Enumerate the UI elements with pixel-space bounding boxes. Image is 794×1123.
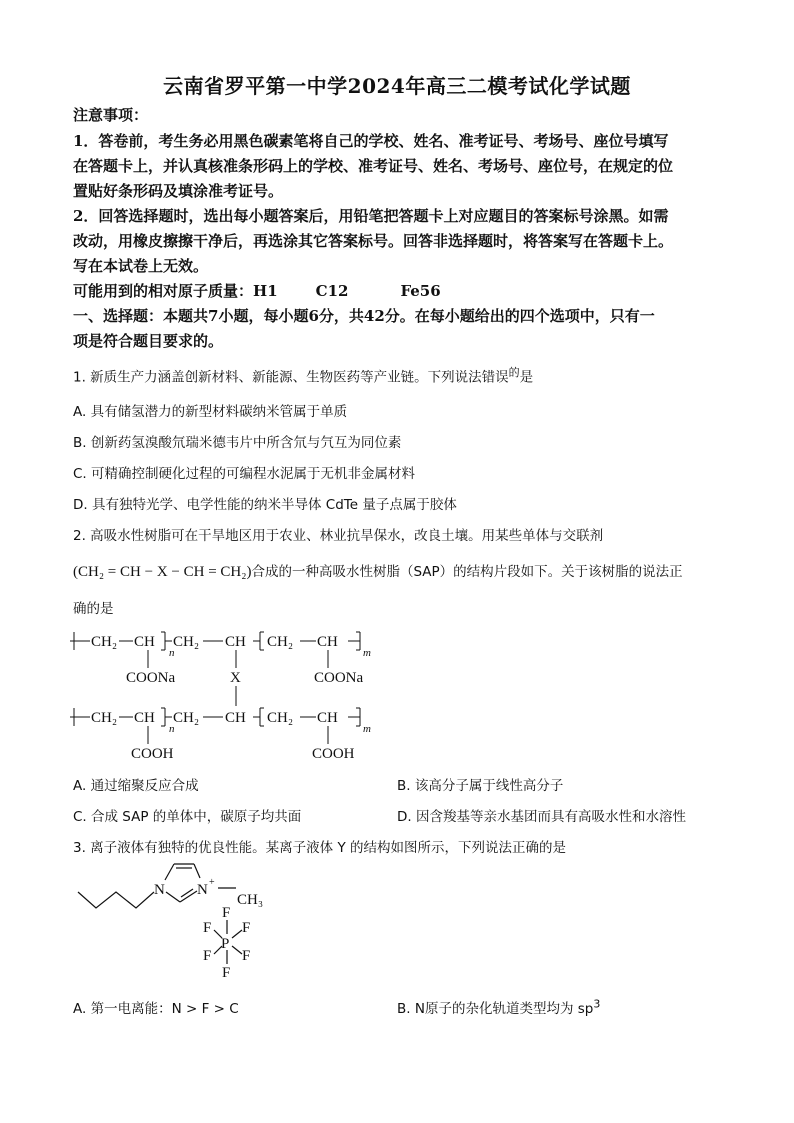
q1-option-d: D. 具有独特光学、电学性能的纳米半导体 CdTe 量子点属于胶体 (73, 497, 457, 513)
pf6-f-lower-right: F (242, 948, 251, 964)
q3-option-a: A. 第一电离能：N > F > C (73, 1001, 239, 1017)
sap-coona-1: COONa (126, 670, 176, 686)
sap-structure-diagram (60, 620, 390, 768)
atomic-mass-line (73, 280, 441, 301)
sap-n-2: n (169, 723, 175, 735)
q3-option-b-sup: 3 (593, 997, 601, 1011)
sap-ch-5: CH (225, 710, 246, 726)
sap-ch2-6: CH₂ (267, 710, 294, 726)
pf6-f-upper-left: F (203, 920, 212, 936)
pf6-f-lower-left: F (203, 948, 212, 964)
pf6-f-upper-right: F (242, 920, 251, 936)
atomic-mass-c: C12 (315, 282, 349, 300)
sap-m-2: m (363, 723, 371, 735)
sap-ch2-1: CH₂ (91, 634, 118, 650)
pf6-f-top: F (222, 905, 231, 921)
q2-stem-line2-text: 合成的一种高吸水性树脂（SAP）的结构片段如下。关于该树脂的说法正 (251, 564, 683, 580)
cation-charge: + (209, 877, 215, 888)
q2-stem-line3: 确的是 (73, 601, 114, 617)
sap-ch-1: CH (134, 634, 155, 650)
sap-ch2-5: CH₂ (173, 710, 200, 726)
ionic-liquid-structure (70, 858, 290, 980)
atomic-mass-label: 可能用到的相对原子质量： (73, 282, 254, 300)
q3-option-b (397, 997, 600, 1017)
sap-n-1: n (169, 647, 175, 659)
q1-stem-text: 1. 新质生产力涵盖创新材料、新能源、生物医药等产业链。下列说法错误 (73, 369, 509, 386)
sap-ch-6: CH (317, 710, 338, 726)
sap-x: X (230, 670, 241, 686)
q2-stem-line2 (73, 560, 683, 581)
q3-stem: 3. 离子液体有独特的优良性能。某离子液体 Y 的结构如图所示，下列说法正确的是 (73, 840, 566, 856)
sap-m-1: m (363, 647, 371, 659)
atomic-mass-h: H1 (253, 282, 278, 300)
q1-stem (73, 364, 533, 386)
section1-line2: 项是符合题目要求的。 (73, 332, 224, 350)
q2-option-c: C. 合成 SAP 的单体中，碳原子均共面 (73, 809, 302, 825)
methyl-group: CH₃ (237, 892, 264, 908)
notice-item1-line3: 置贴好条形码及填涂准考证号。 (73, 182, 284, 200)
q2-crosslinker-formula: (CH₂ = CH − X − CH = CH₂) (73, 564, 252, 580)
q1-stem-end: 是 (519, 369, 534, 386)
notice-item1-line2: 在答题卡上，并认真核准条形码上的学校、准考证号、姓名、考场号、座位号，在规定的位 (73, 157, 674, 175)
notice-heading: 注意事项： (73, 106, 149, 124)
sap-ch-3: CH (317, 634, 338, 650)
notice-item2-line3: 写在本试卷上无效。 (73, 257, 209, 275)
q1-option-b: B. 创新药氢溴酸氘瑞米德韦片中所含氘与氕互为同位素 (73, 435, 402, 451)
imidazole-n1: N (154, 882, 165, 898)
sap-ch-4: CH (134, 710, 155, 726)
notice-item2-line2: 改动，用橡皮擦擦干净后，再选涂其它答案标号。回答非选择题时，将答案写在答题卡上。 (73, 232, 674, 250)
pf6-f-bottom: F (222, 965, 231, 980)
q2-stem-line1: 2. 高吸水性树脂可在干旱地区用于农业、林业抗旱保水，改良土壤。用某些单体与交联剂 (73, 528, 604, 544)
sap-coona-2: COONa (314, 670, 364, 686)
pf6-p: P (221, 936, 230, 952)
sap-ch2-4: CH₂ (91, 710, 118, 726)
notice-item1-line1: 1．答卷前，考生务必用黑色碳素笔将自己的学校、姓名、准考证号、考场号、座位号填写 (73, 132, 669, 150)
q1-stem-sup: 的 (508, 366, 520, 379)
imidazole-n2: N (197, 882, 208, 898)
atomic-mass-fe: Fe56 (400, 282, 441, 300)
section1-line1: 一、选择题：本题共7小题，每小题6分，共42分。在每小题给出的四个选项中，只有一 (73, 307, 655, 325)
q2-option-a: A. 通过缩聚反应合成 (73, 778, 199, 794)
sap-cooh-1: COOH (131, 746, 174, 762)
q3-option-b-text: B. N原子的杂化轨道类型均为 sp (397, 1001, 594, 1017)
q2-option-b: B. 该高分子属于线性高分子 (397, 778, 564, 794)
q1-option-c: C. 可精确控制硬化过程的可编程水泥属于无机非金属材料 (73, 466, 416, 482)
sap-ch2-3: CH₂ (267, 634, 294, 650)
q2-option-d: D. 因含羧基等亲水基团而具有高吸水性和水溶性 (397, 809, 686, 825)
sap-ch2-2: CH₂ (173, 634, 200, 650)
page-title: 云南省罗平第一中学2024年高三二模考试化学试题 (163, 74, 631, 98)
sap-cooh-2: COOH (312, 746, 355, 762)
notice-item2-line1: 2．回答选择题时，选出每小题答案后，用铅笔把答题卡上对应题目的答案标号涂黑。如需 (73, 207, 669, 225)
sap-ch-2: CH (225, 634, 246, 650)
q1-option-a: A. 具有储氢潜力的新型材料碳纳米管属于单质 (73, 404, 348, 420)
